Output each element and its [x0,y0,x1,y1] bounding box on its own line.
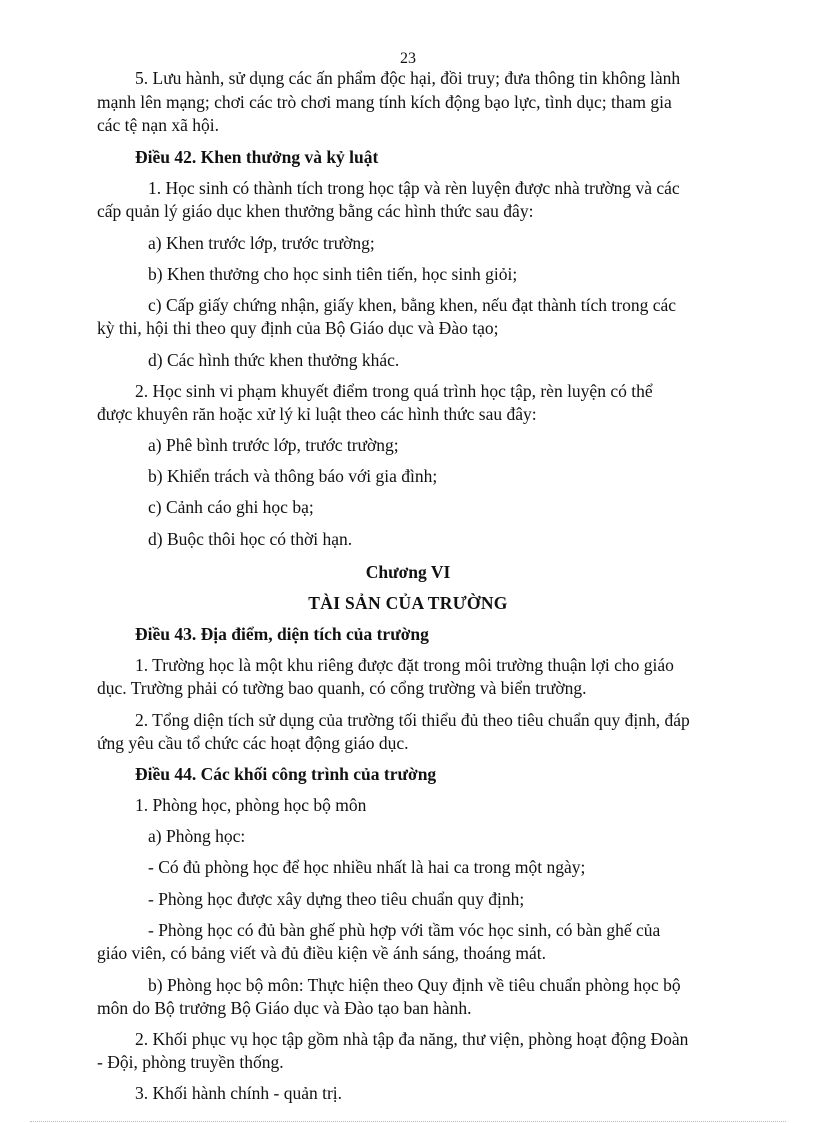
list-item: - Phòng học được xây dựng theo tiêu chuẩn quy định; [148,889,525,909]
list-item: giáo viên, có bảng viết và đủ điều kiện về ánh sáng, thoáng mát. [97,943,547,963]
list-item: a) Khen trước lớp, trước trường; [148,233,375,253]
list-item: - Đội, phòng truyền thống. [97,1052,284,1072]
list-item: d) Buộc thôi học có thời hạn. [148,529,353,549]
article-42-heading: Điều 42. Khen thưởng và kỷ luật [135,147,379,167]
paragraph-line: dục. Trường phải có tường bao quanh, có cổng trường và biển trường. [97,678,587,698]
list-item: môn do Bộ trưởng Bộ Giáo dục và Đào tạo ban hành. [97,998,472,1018]
list-item: d) Các hình thức khen thưởng khác. [148,350,400,370]
paragraph-line: mạnh lên mạng; chơi các trò chơi mang tính kích động bạo lực, tình dục; tham gia [97,92,672,112]
list-item: 1. Phòng học, phòng học bộ môn [135,795,367,815]
list-item: b) Phòng học bộ môn: Thực hiện theo Quy định về tiêu chuẩn phòng học bộ [148,975,681,995]
paragraph-line: 1. Học sinh có thành tích trong học tập và rèn luyện được nhà trường và các [148,178,680,198]
paragraph-line: 5. Lưu hành, sử dụng các ấn phẩm độc hại, đồi truy; đưa thông tin không lành [135,68,681,88]
article-44-heading: Điều 44. Các khối công trình của trường [135,764,437,784]
chapter-label: Chương VI [365,562,451,582]
list-item: c) Cấp giấy chứng nhận, giấy khen, bằng khen, nếu đạt thành tích trong các [148,295,676,315]
paragraph-line: cấp quản lý giáo dục khen thưởng bằng các hình thức sau đây: [97,201,534,221]
article-43-heading: Điều 43. Địa điểm, diện tích của trường [135,624,429,644]
chapter-title: TÀI SẢN CỦA TRƯỜNG [308,593,508,613]
page-number: 23 [400,50,416,67]
list-item: kỳ thi, hội thi theo quy định của Bộ Giáo dục và Đào tạo; [97,318,499,338]
list-item: c) Cảnh cáo ghi học bạ; [148,497,314,517]
paragraph-line: ứng yêu cầu tổ chức các hoạt động giáo dục. [97,733,409,753]
list-item: a) Phê bình trước lớp, trước trường; [148,435,399,455]
list-item: - Phòng học có đủ bàn ghế phù hợp với tầm vóc học sinh, có bàn ghế của [148,920,661,940]
list-item: a) Phòng học: [148,826,246,846]
page-bottom-divider [30,1121,786,1122]
list-item: 3. Khối hành chính - quản trị. [135,1083,343,1103]
list-item: b) Khen thưởng cho học sinh tiên tiến, học sinh giỏi; [148,264,518,284]
paragraph-line: các tệ nạn xã hội. [97,115,219,135]
paragraph-line: 2. Học sinh vi phạm khuyết điểm trong quá trình học tập, rèn luyện có thể [135,381,653,401]
paragraph-line: được khuyên răn hoặc xử lý kỉ luật theo các hình thức sau đây: [97,404,537,424]
paragraph-line: 2. Tổng diện tích sử dụng của trường tối thiểu đủ theo tiêu chuẩn quy định, đáp [135,710,690,730]
list-item: - Có đủ phòng học để học nhiều nhất là hai ca trong một ngày; [148,857,586,877]
list-item: 2. Khối phục vụ học tập gồm nhà tập đa năng, thư viện, phòng hoạt động Đoàn [135,1029,689,1049]
paragraph-line: 1. Trường học là một khu riêng được đặt trong môi trường thuận lợi cho giáo [135,655,674,675]
list-item: b) Khiển trách và thông báo với gia đình; [148,466,438,486]
